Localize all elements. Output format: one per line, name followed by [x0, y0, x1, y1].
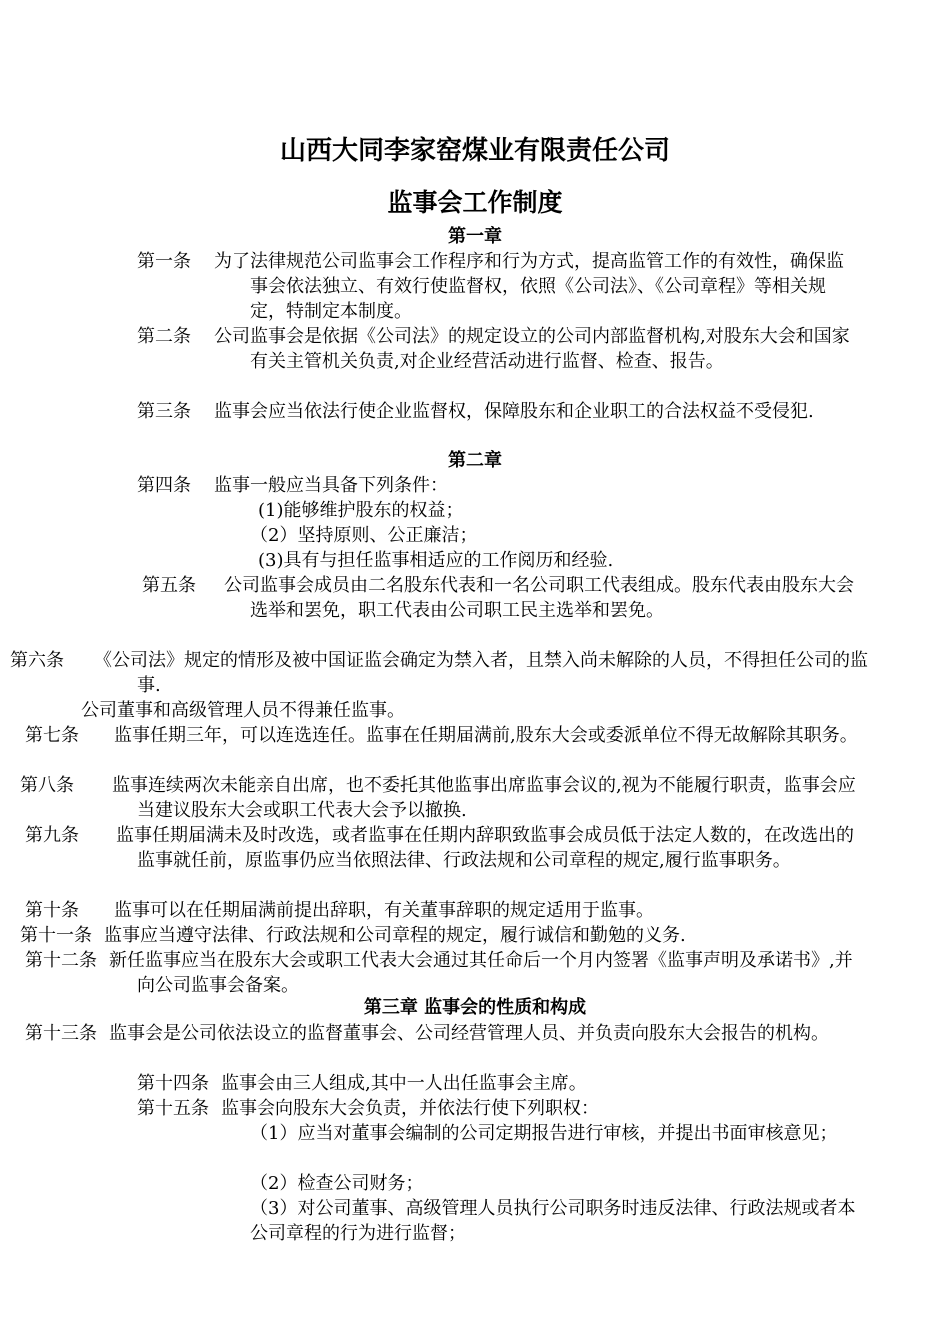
article-3: [137, 399, 860, 424]
article-number: 第十二条: [25, 950, 97, 971]
article-text: 监事连续两次未能亲自出席，也不委托其他监事出席监事会议的,视为不能履行职责，监事会应当建议股东大会或职工代表大会予以撤换.: [112, 775, 856, 821]
article-2: [137, 324, 860, 374]
article-11: [20, 923, 867, 948]
article-4-item-3: (3)具有与担任监事相适应的工作阅历和经验.: [258, 550, 614, 571]
article-number: 第四条: [137, 475, 191, 496]
article-4-item-2: （2）坚持原则、公正廉洁；: [250, 525, 478, 546]
article-number: 第六条: [10, 650, 64, 671]
article-number: 第十五条: [137, 1098, 209, 1119]
article-15: [137, 1096, 599, 1121]
article-4: [137, 473, 860, 498]
article-text: 监事可以在任期届满前提出辞职，有关董事辞职的规定适用于监事。: [114, 900, 654, 921]
article-number: 第十一条: [20, 925, 92, 946]
article-6: [10, 648, 877, 698]
company-name: 山西大同李家窑煤业有限责任公司: [279, 136, 670, 166]
article-13: [25, 1021, 862, 1046]
article-number: 第十条: [25, 900, 79, 921]
article-12: [25, 948, 867, 998]
article-5: [142, 573, 860, 623]
article-text: 监事任期三年，可以连选连任。监事在任期届满前,股东大会或委派单位不得无故解除其职务。: [114, 725, 858, 746]
article-number: 第十四条: [137, 1073, 209, 1094]
article-number: 第五条: [142, 575, 196, 596]
article-text: 公司监事会成员由二名股东代表和一名公司职工代表组成。股东代表由股东大会选举和罢免，职工代表由公司职工民主选举和罢免。: [224, 575, 854, 621]
article-text: 新任监事应当在股东大会或职工代表大会通过其任命后一个月内签署《监事声明及承诺书》,并向公司监事会备案。: [109, 950, 853, 996]
article-9: [25, 823, 867, 873]
article-10: [25, 898, 867, 923]
article-number: 第三条: [137, 401, 191, 422]
article-number: 第二条: [137, 326, 191, 347]
article-number: 第一条: [137, 251, 191, 272]
article-text: 监事会向股东大会负责，并依法行使下列职权：: [221, 1098, 599, 1119]
article-text: 监事一般应当具备下列条件：: [214, 475, 448, 496]
article-1: [137, 249, 860, 324]
article-15-item-2: （2）检查公司财务；: [250, 1173, 424, 1194]
article-number: 第七条: [25, 725, 79, 746]
chapter-1-heading: 第一章: [448, 226, 502, 247]
article-text: 《公司法》规定的情形及被中国证监会确定为禁入者，且禁入尚未解除的人员，不得担任公司的监事.: [94, 650, 868, 696]
article-text: 监事会是公司依法设立的监督董事会、公司经营管理人员、并负责向股东大会报告的机构。: [109, 1023, 829, 1044]
article-8: [20, 773, 867, 823]
article-6-extra: 公司董事和高级管理人员不得兼任监事。: [81, 700, 405, 721]
document-title: 监事会工作制度: [387, 188, 563, 217]
article-text: 监事应当遵守法律、行政法规和公司章程的规定，履行诚信和勤勉的义务.: [104, 925, 686, 946]
article-number: 第八条: [20, 775, 74, 796]
article-text: 监事任期届满未及时改选，或者监事在任期内辞职致监事会成员低于法定人数的，在改选出的监事就任前，原监事仍应当依照法律、行政法规和公司章程的规定,履行监事职务。: [116, 825, 854, 871]
chapter-3-heading: 第三章 监事会的性质和构成: [363, 997, 587, 1018]
article-text: 公司监事会是依据《公司法》的规定设立的公司内部监督机构,对股东大会和国家有关主管机关负责,对企业经营活动进行监督、检查、报告。: [214, 326, 850, 372]
article-15-item-3: （3）对公司董事、高级管理人员执行公司职务时违反法律、行政法规或者本公司章程的行为进行监督；: [250, 1198, 856, 1244]
article-number: 第十三条: [25, 1023, 97, 1044]
article-text: 为了法律规范公司监事会工作程序和行为方式，提高监管工作的有效性，确保监事会依法独立、有效行使监督权，依照《公司法》、《公司章程》等相关规定，特制定本制度。: [214, 251, 844, 322]
article-text: 监事会应当依法行使企业监督权，保障股东和企业职工的合法权益不受侵犯.: [214, 401, 814, 422]
article-7: [25, 723, 867, 748]
article-15-item-1: （1）应当对董事会编制的公司定期报告进行审核，并提出书面审核意见；: [250, 1123, 838, 1144]
article-text: 监事会由三人组成,其中一人出任监事会主席。: [221, 1073, 587, 1094]
article-number: 第九条: [25, 825, 79, 846]
chapter-2-heading: 第二章: [448, 450, 502, 471]
article-14: [137, 1071, 587, 1096]
article-4-item-1: (1)能够维护股东的权益；: [258, 500, 464, 521]
